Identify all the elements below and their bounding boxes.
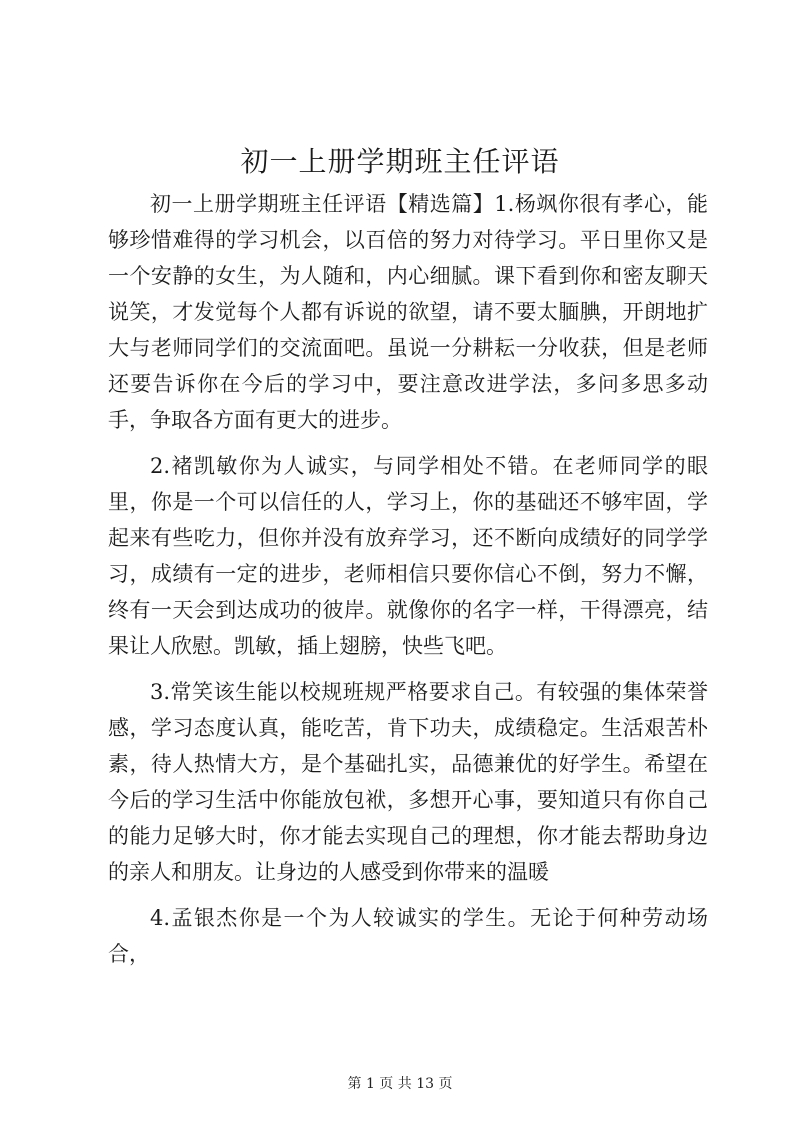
paragraph-1: 初一上册学期班主任评语【精选篇】1.杨飒你很有孝心，能够珍惜难得的学习机会，以百倍的努力对待学习。平日里你又是一个安静的女生，为人随和，内心细腻。课下看到你和密友聊天说笑，才发觉每个人都有诉说的欲望，请不要太腼腆，开朗地扩大与老师同学们的交流面吧。虽说一分耕耘一分收获，但是老师还要告诉你在今后的学习中，要注意改进学法，多问多思多动手，争取各方面有更大的进步。	[108, 192, 708, 432]
paragraph-2: 2.褚凯敏你为人诚实，与同学相处不错。在老师同学的眼里，你是一个可以信任的人，学习上，你的基础还不够牢固，学起来有些吃力，但你并没有放弃学习，还不断向成绩好的同学学习，成绩有一定的进步，老师相信只要你信心不倒，努力不懈，终有一天会到达成功的彼岸。就像你的名字一样，干得漂亮，结果让人欣慰。凯敏，插上翅膀，快些飞吧。	[108, 454, 708, 658]
document-title: 初一上册学期班主任评语	[240, 145, 560, 178]
paragraph-3: 3.常笑该生能以校规班规严格要求自己。有较强的集体荣誉感，学习态度认真，能吃苦，肯下功夫，成绩稳定。生活艰苦朴素，待人热情大方，是个基础扎实，品德兼优的好学生。希望在今后的学习生活中你能放包袱，多想开心事，要知道只有你自己的能力足够大时，你才能去实现自己的理想，你才能去帮助身边的亲人和朋友。让身边的人感受到你带来的温暖	[108, 680, 708, 884]
page-footer	[0, 1074, 800, 1094]
paragraph-4: 4.孟银杰你是一个为人较诚实的学生。无论于何种劳动场合，	[108, 906, 708, 966]
document-body	[108, 186, 708, 982]
page-number-label: 第 1 页 共 13 页	[347, 1076, 453, 1092]
